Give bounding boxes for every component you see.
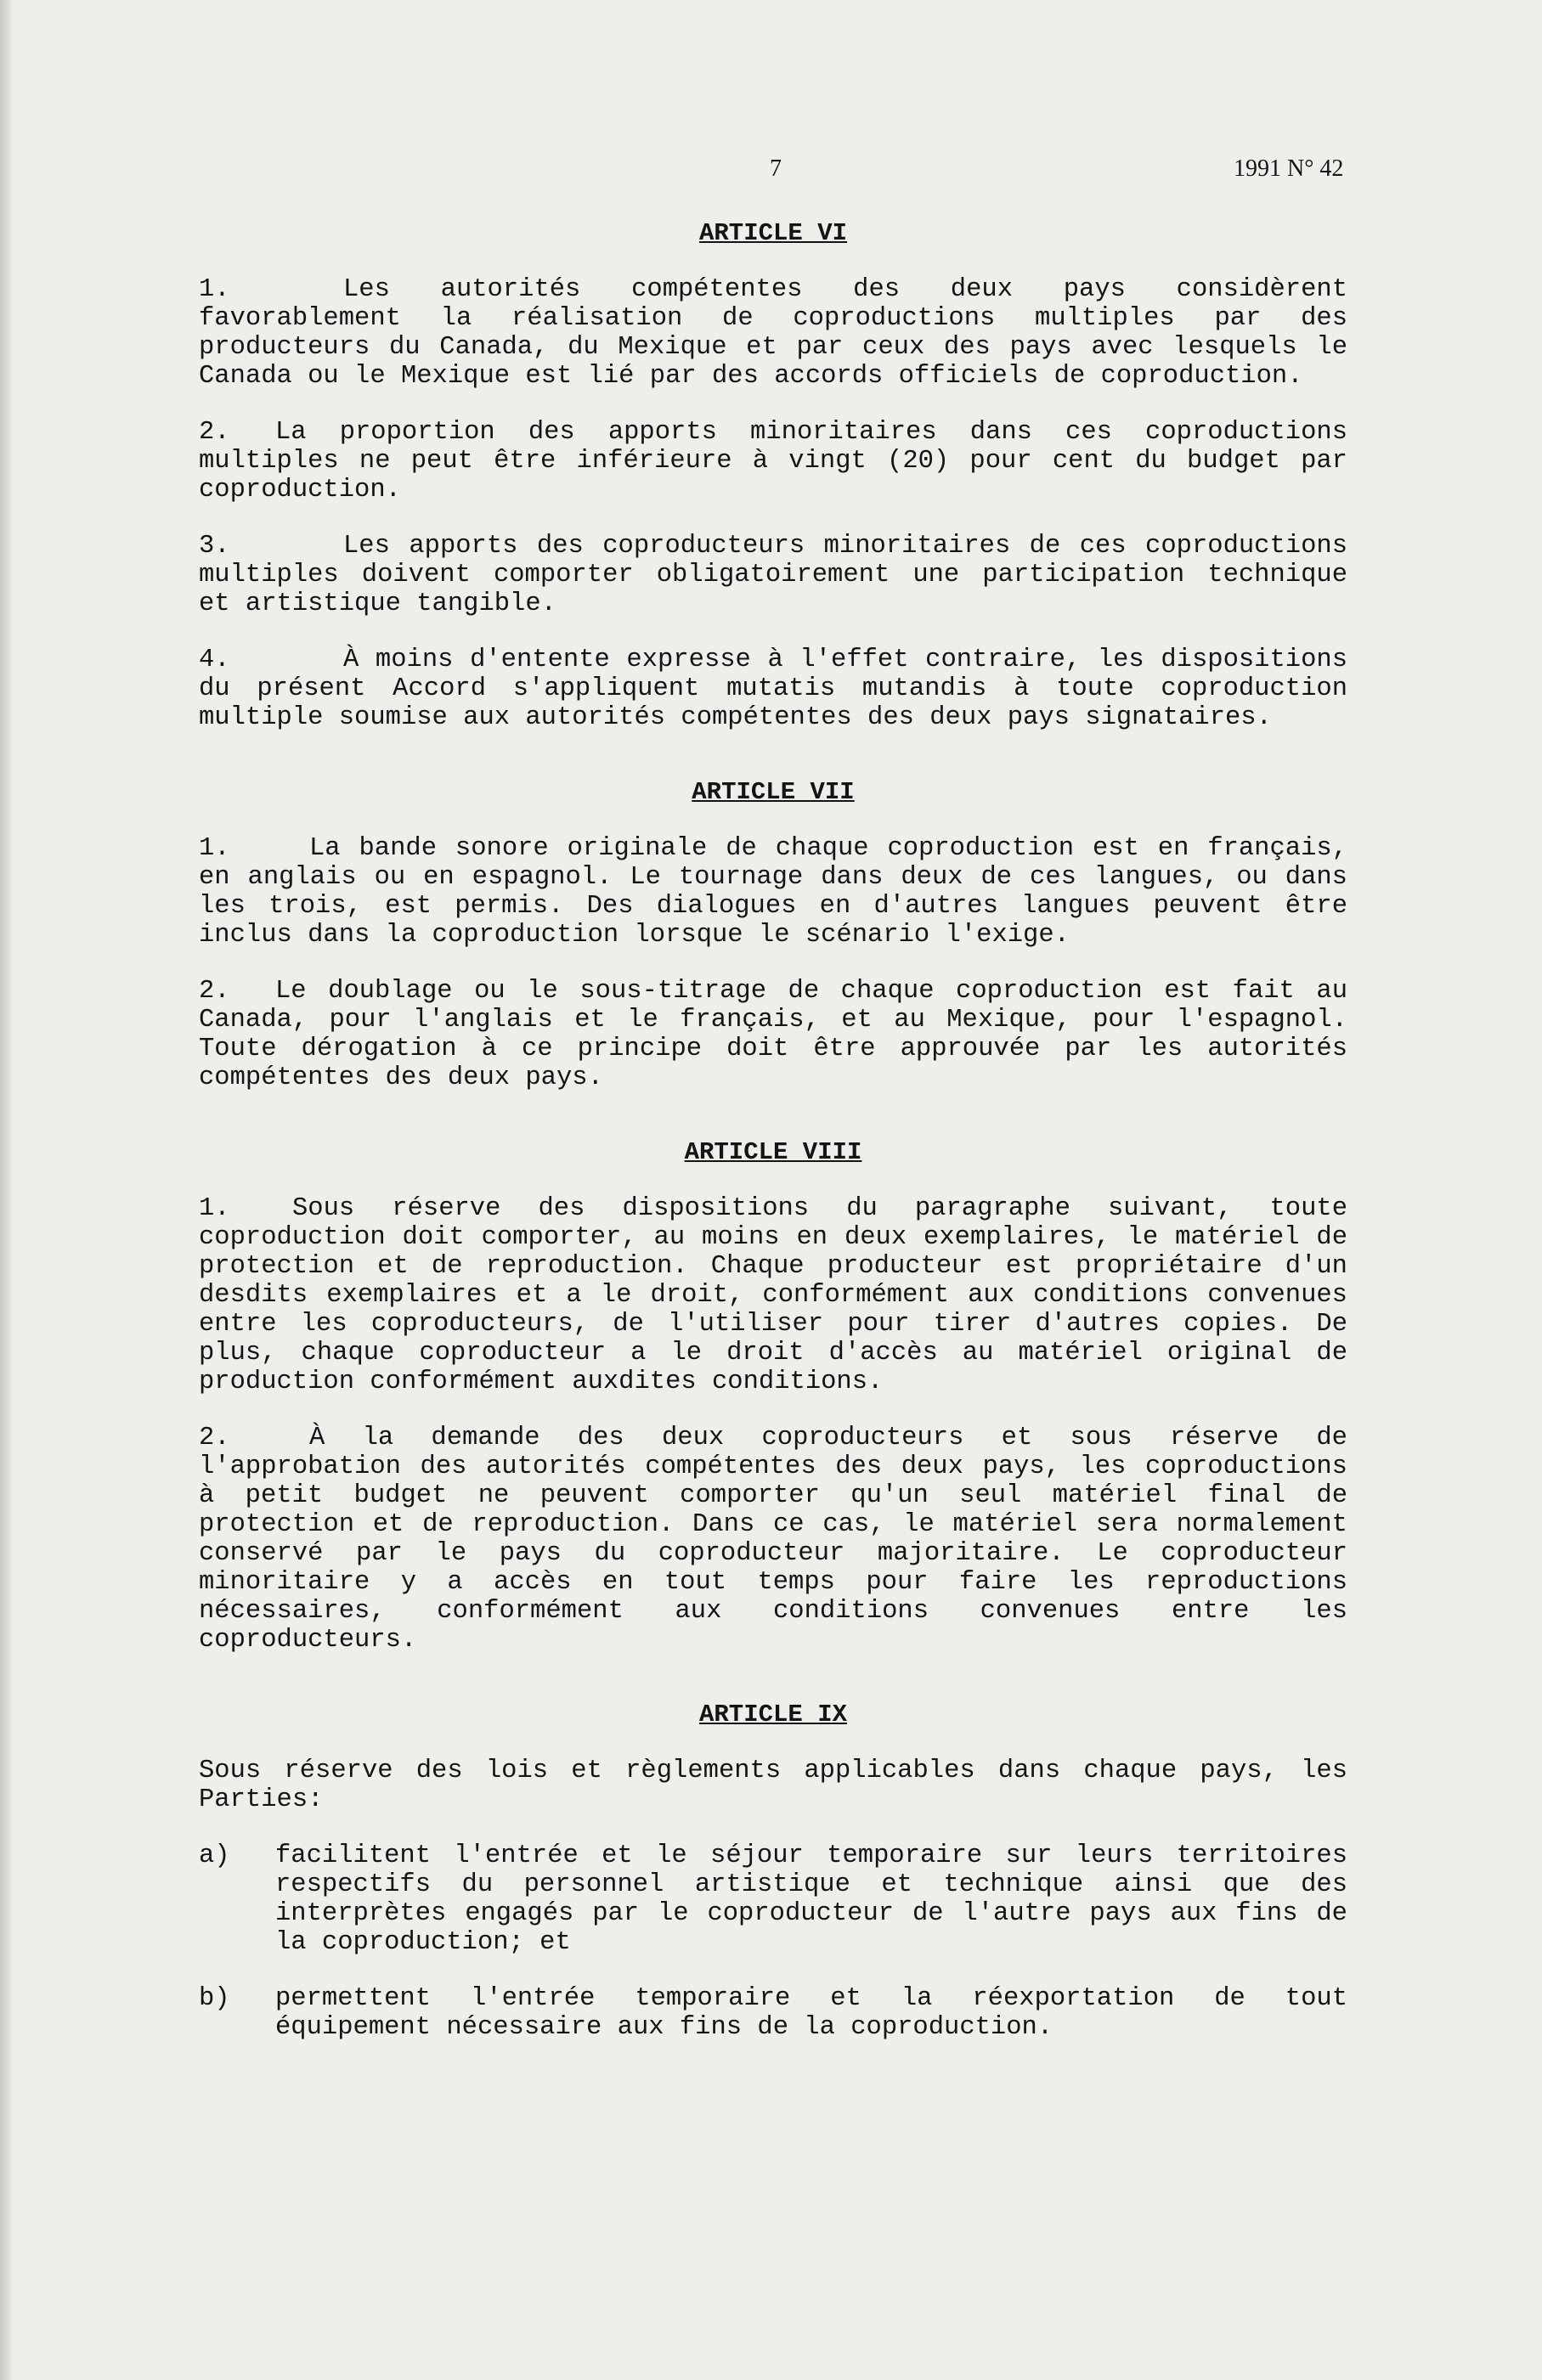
article-viii <box>199 1138 1347 1655</box>
document-body <box>199 219 1347 2069</box>
paragraph <box>199 275 1347 391</box>
paragraph-number: 4. <box>199 646 230 674</box>
intro-paragraph: Sous réserve des lois et règlements applicables dans chaque pays, les Parties: <box>199 1757 1347 1814</box>
article-title: ARTICLE VII <box>692 778 855 806</box>
paragraph-text: Les apports des coproducteurs minoritaires de ces coproductions multiples doivent comporter obligatoirement une participation technique et artistique tangible. <box>199 532 1347 618</box>
paragraph <box>199 646 1347 732</box>
document-reference: 1991 N° 42 <box>1234 155 1344 182</box>
item-text: permettent l'entrée temporaire et la réexportation de tout équipement nécessaire aux fins de la coproduction. <box>275 1984 1347 2042</box>
paragraph-text: Le doublage ou le sous-titrage de chaque coproduction est fait au Canada, pour l'anglais et le français, et au Mexique, pour l'espagnol. Toute dérogation à ce principe doit être approuvée par les autorités compétentes des deux pays. <box>199 977 1347 1092</box>
list-item <box>199 1841 1347 1957</box>
paragraph-text: À moins d'entente expresse à l'effet contraire, les dispositions du présent Accord s'appliquent mutatis mutandis à toute coproduction multiple soumise aux autorités compétentes des deux pays signataires. <box>199 646 1347 732</box>
page-edge-shadow <box>0 0 14 2380</box>
paragraph-number: 1. <box>199 275 230 304</box>
item-letter: a) <box>199 1841 230 1870</box>
paragraph-text: À la demande des deux coproducteurs et sous réserve de l'approbation des autorités compétentes des deux pays, les coproductions à petit budget ne peuvent comporter qu'un seul matériel final de protection et de reproduction. Dans ce cas, le matériel sera normalement conservé par le pays du coproducteur majoritaire. Le coproducteur minoritaire y a accès en tout temps pour faire les reproductions nécessaires, conformément aux conditions convenues entre les coproducteurs. <box>199 1424 1347 1655</box>
list-item <box>199 1984 1347 2042</box>
paragraph <box>199 1194 1347 1396</box>
paragraph <box>199 977 1347 1092</box>
paragraph <box>199 834 1347 950</box>
article-vi <box>199 219 1347 732</box>
paragraph <box>199 532 1347 618</box>
paragraph-text: La proportion des apports minoritaires dans ces coproductions multiples ne peut être inférieure à vingt (20) pour cent du budget par coproduction. <box>199 418 1347 505</box>
article-title: ARTICLE IX <box>698 1700 848 1729</box>
item-text: facilitent l'entrée et le séjour temporaire sur leurs territoires respectifs du personnel artistique et technique ainsi que des interprètes engagés par le coproducteur de l'autre pays aux fins de la coproduction; et <box>275 1841 1347 1957</box>
page-number: 7 <box>770 155 782 182</box>
paragraph-number: 2. <box>199 1424 230 1452</box>
page-header <box>0 155 1542 189</box>
article-vii <box>199 778 1347 1092</box>
article-title: ARTICLE VI <box>698 219 848 247</box>
item-letter: b) <box>199 1984 230 2013</box>
article-ix <box>199 1700 1347 2042</box>
paragraph-text: Sous réserve des dispositions du paragraphe suivant, toute coproduction doit comporter, au moins en deux exemplaires, le matériel de protection et de reproduction. Chaque producteur est propriétaire d'un desdits exemplaires et a le droit, conformément aux conditions convenues entre les coproducteurs, de l'utiliser pour tirer d'autres copies. De plus, chaque coproducteur a le droit d'accès au matériel original de production conformément auxdites conditions. <box>199 1194 1347 1396</box>
paragraph-number: 2. <box>199 977 230 1006</box>
article-title: ARTICLE VIII <box>684 1138 862 1166</box>
paragraph-number: 1. <box>199 834 230 863</box>
paragraph-text: Les autorités compétentes des deux pays considèrent favorablement la réalisation de coproductions multiples par des producteurs du Canada, du Mexique et par ceux des pays avec lesquels le Canada ou le Mexique est lié par des accords officiels de coproduction. <box>199 275 1347 391</box>
paragraph <box>199 418 1347 505</box>
paragraph-number: 2. <box>199 418 230 447</box>
paragraph-number: 1. <box>199 1194 230 1223</box>
paragraph-text: La bande sonore originale de chaque coproduction est en français, en anglais ou en espagnol. Le tournage dans deux de ces langues, ou dans les trois, est permis. Des dialogues en d'autres langues peuvent être inclus dans la coproduction lorsque le scénario l'exige. <box>199 834 1347 950</box>
paragraph <box>199 1424 1347 1655</box>
paragraph-number: 3. <box>199 532 230 561</box>
